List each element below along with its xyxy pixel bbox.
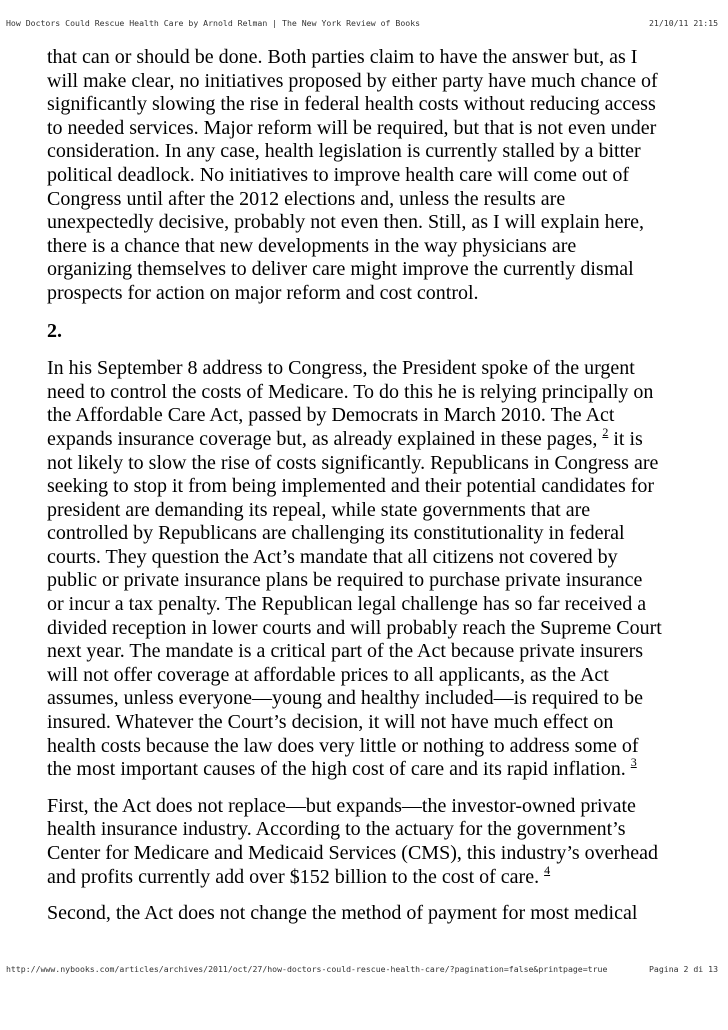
text-line: In his September 8 address to Congress, the President spoke of the urgent	[47, 357, 635, 380]
text-line: Congress until after the 2012 elections and, unless the results are	[47, 187, 566, 210]
text-fragment: expands insurance coverage but, as already explained in these pages,	[47, 427, 598, 450]
text-line: need to control the costs of Medicare. To do this he is relying principally on	[47, 380, 654, 403]
text-line: political deadlock. No initiatives to improve health care will come out of	[47, 163, 630, 186]
text-line: or incur a tax penalty. The Republican legal challenge has so far received a	[47, 593, 647, 616]
footnote-link-4[interactable]: 4	[544, 862, 551, 877]
text-line-with-footnote	[47, 862, 712, 890]
text-line: organizing themselves to deliver care might improve the currently dismal	[47, 258, 634, 281]
text-line-with-footnote	[47, 424, 712, 452]
text-line: consideration. In any case, health legislation is currently stalled by a bitter	[47, 140, 641, 163]
text-line: assumes, unless everyone—young and healthy included—is required to be	[47, 687, 643, 710]
paragraph-2	[47, 357, 712, 782]
text-line: insured. Whatever the Court’s decision, it will not have much effect on	[47, 711, 614, 734]
text-fragment: it is	[608, 427, 643, 450]
print-datetime: 21/10/11 21:15	[648, 18, 718, 28]
print-header	[6, 18, 718, 28]
text-line: health costs because the law does very little or nothing to address some of	[47, 734, 639, 757]
text-line: health insurance industry. According to the actuary for the government’s	[47, 818, 626, 841]
text-fragment: the most important causes of the high cost of care and its rapid inflation.	[47, 758, 626, 781]
text-line: unexpectedly decisive, probably not even then. Still, as I will explain here,	[47, 211, 645, 234]
paragraph-4	[47, 902, 712, 926]
text-line: that can or should be done. Both parties claim to have the answer but, as I	[47, 46, 638, 68]
text-line: public or private insurance plans be required to purchase private insurance	[47, 569, 643, 592]
paragraph-1	[47, 46, 712, 306]
print-footer	[6, 964, 718, 974]
text-line: next year. The mandate is a critical part of the Act because private insurers	[47, 640, 644, 663]
text-line: to needed services. Major reform will be required, but that is not even under	[47, 116, 657, 139]
text-line: will not offer coverage at affordable prices to all applicants, as the Act	[47, 663, 609, 686]
text-line: Second, the Act does not change the method of payment for most medical	[47, 902, 638, 925]
text-line: First, the Act does not replace—but expands—the investor-owned private	[47, 794, 636, 817]
footnote-link-3[interactable]: 3	[630, 755, 637, 770]
text-line: prospects for action on major reform and cost control.	[47, 281, 479, 304]
text-line: seeking to stop it from being implemented and their potential candidates for	[47, 475, 655, 498]
text-line: the Affordable Care Act, passed by Democrats in March 2010. The Act	[47, 404, 615, 427]
page-url: http://www.nybooks.com/articles/archives/2011/oct/27/how-doctors-could-rescue-health-care/?pagination=false&printpage=true	[6, 964, 608, 974]
text-line: Center for Medicare and Medicaid Services (CMS), this industry’s overhead	[47, 842, 658, 864]
text-line: courts. They question the Act’s mandate that all citizens not covered by	[47, 545, 618, 568]
footnote-link-2[interactable]: 2	[602, 424, 609, 439]
text-line: controlled by Republicans are challenging its constitutionality in federal	[47, 522, 625, 545]
paragraph-3	[47, 795, 712, 889]
text-line: president are demanding its repeal, while state governments that are	[47, 498, 591, 521]
page-number: Pagina 2 di 13	[648, 964, 718, 974]
page-title: How Doctors Could Rescue Health Care by Arnold Relman | The New York Review of Books	[6, 18, 421, 28]
article-body	[47, 46, 712, 926]
text-line: there is a chance that new developments in the way physicians are	[47, 234, 577, 257]
text-line: significantly slowing the rise in federal health costs without reducing access	[47, 93, 656, 116]
section-heading: 2.	[47, 319, 62, 342]
text-line: not likely to slow the rise of costs significantly. Republicans in Congress are	[47, 451, 659, 474]
text-fragment: and profits currently add over $152 billion to the cost of care.	[47, 865, 540, 888]
text-line: divided reception in lower courts and will probably reach the Supreme Court	[47, 616, 662, 639]
text-line-with-footnote	[47, 755, 712, 782]
text-line: will make clear, no initiatives proposed by either party have much chance of	[47, 69, 658, 92]
